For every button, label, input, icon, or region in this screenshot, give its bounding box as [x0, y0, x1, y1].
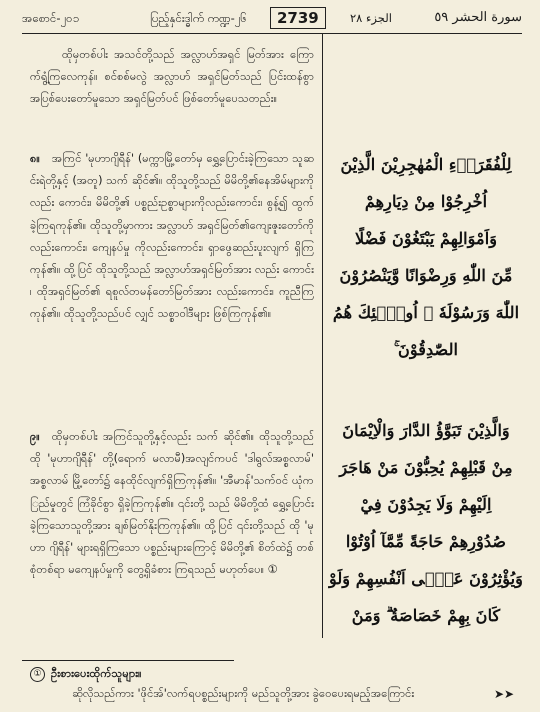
intro-line: အရှင်မြတ်ပင် ဖြစ်တော်မူပေသတည်း။ — [123, 92, 278, 106]
page-header — [22, 6, 522, 32]
verse-number: ၈။ — [30, 152, 40, 165]
arabic-line: اِلَيْهِمْ وَلَا يَجِدُوْنَ فِيْ — [360, 495, 492, 514]
arabic-line: مِّنَ اللّٰهِ وَرِضْوَانًا وَّيَنْصُرُوْنَ — [339, 266, 513, 285]
section-label: ပြည့်နှင်းဒ္ဓါက် ကဏ္ဍ-၂၆ — [150, 11, 247, 25]
intro-line: ထိုမှတစ်ပါး အသင်တို့သည် အလ္လာဟ်အရှင် — [62, 48, 241, 61]
arabic-line: وَيُؤْثِرُوْنَ عَلٰۤى اَنْفُسِهِمْ وَلَوْ — [328, 569, 523, 588]
footnote-text: ဆိုလိုသည်ကား 'ဖိုင်အ်'လက်ရပစ္စည်းများကို မည်သူတို့အား ခွဲဝေပေးရမည့်အကြောင်း — [72, 687, 415, 700]
juz-label: الجزء ٢٨ — [350, 11, 392, 25]
verse-line: မြို့တော်၌ နေထိုင်လျက်ရှိကြကုန်၏။ 'အီမာန်'သက်ဝင် — [72, 474, 289, 488]
verse-line: ချစ်မြတ်နိုးကြကုန်၏။ ထို့ပြင် ၎င်းတို့သည် ထို 'မုဟာ — [30, 518, 314, 555]
intro-line: အရှင်မြတ်သည် ပြင်းထန်စွာ အပြစ်ပေးတော်မူသော — [30, 70, 314, 106]
arabic-line: اُخْرِجُوْا مِنْ دِيَارِهِمْ — [364, 192, 488, 211]
verse-line: အရှင်မြတ်၏ကျေးဇူးတော်ကိုလည်းကောင်း၊ ကျေနပ်မှု — [30, 218, 314, 254]
intro-paragraph — [30, 44, 314, 111]
verse-line: လည်းကောင်း၊ ကူညီကြကုန်၏။ ထိုသူတို့သည်ပင် — [30, 285, 315, 321]
header-divider — [22, 33, 522, 34]
footnote-heading — [30, 664, 142, 684]
arabic-line: وَاَمْوَالِهِمْ يَبْتَغُوْنَ فَضْلًا — [354, 229, 498, 248]
verse-line: ထို့ပြင် ထိုသူတို့သည် အလ္လာဟ်အရှင်မြတ်အား လည်း — [64, 263, 280, 277]
verse-line: လျှင် သစ္စာဝါဒီများ ဖြစ်ကြကုန်၏။ — [134, 307, 272, 321]
verse-line: စွန့်၍ ထွက်ခဲ့ကြရကုန်၏။ ထိုသူတို့မှာကား အလ္လာဟ် — [30, 196, 315, 232]
verse-9-translation — [30, 426, 314, 581]
verse-line: ဂျိရီန်' များရရှိကြသော ပစ္စည်းများကြောင့် မိမိတို့၏ — [49, 541, 255, 555]
arabic-line: اللّٰهَ وَرَسُوْلَهٗ ۗ اُولٰۤئِكَ هُمُ — [332, 303, 520, 322]
verse-line: ဆိုင်၏။ ထိုသူတို့သည် မိမိတို့၏နေအိမ်များကိုလည်း — [30, 174, 314, 210]
verse-8-translation — [30, 148, 314, 326]
verse-line: ထိုမှတစ်ပါး အကြင်သူတို့နှင့်လည်း သက် — [51, 430, 219, 443]
verse-line: ကိုလည်းကောင်း၊ ရှာဖွေဆည်းပူးလျက် ရှိကြကုန်၏။ — [30, 240, 314, 277]
footnote-title: ဦးစားပေးထိုက်သူများ။ — [51, 667, 142, 680]
footnote-divider — [22, 660, 234, 661]
page-number: 2739 — [270, 7, 326, 29]
volume-label: အစောင်-၂၀၁ — [22, 11, 80, 25]
verse-line: ကောင်း၊ မိမိတို့၏ ပစ္စည်းဥစ္စာများကိုလည်းကောင်း၊ — [58, 196, 263, 210]
verse-line: ကောင်း၊ ထိုအရှင်မြတ်၏ ရစူလ်တမန်တော်မြတ်အား — [30, 263, 315, 299]
arabic-line: مِنْ قَبْلِهِمْ يُحِبُّوْنَ مَنْ هَاجَرَ — [339, 458, 513, 477]
footnote-marker: ① — [30, 667, 45, 682]
verse-line: အကြင် 'မုဟာဂျိရီန်' (မက္ကာမြို့တော်မှ — [51, 152, 203, 165]
column-divider — [322, 34, 323, 638]
verse-8-arabic — [326, 146, 526, 368]
arabic-line: الصّٰدِقُوْنَ ۚ — [394, 340, 458, 359]
verse-line: မလာမီ)အလျင်ကပင် 'ဒါရွလ်အစ္စလာမ်' အစ္စလာမ် — [30, 452, 315, 488]
verse-number: ၉။ — [30, 430, 40, 443]
arabic-line: وَالَّذِيْنَ تَبَوَّؤُ الدَّارَ وَالْاِيْمَانَ — [342, 421, 510, 440]
verse-line: သည် မိမိတို့ထံ ရွှေ့ပြောင်းခဲ့ကြသောသူတို့အား — [30, 496, 315, 532]
surah-label: سورة الحشر ٥٩ — [434, 10, 522, 25]
arabic-line: لِلْفُقَرَاۤءِ الْمُهٰجِرِيْنَ الَّذِيْنَ — [340, 155, 512, 174]
verse-line: ရွှေ့ပြောင်းခဲ့ကြသော သူဆင်းရဲတို့နှင့် (အတူ) သက် — [30, 152, 314, 188]
verse-line: စိတ်ထဲ၌ တစ်စုံတစ်ရာ မကျေနပ်မှုကို တွေ့ရှိခံစား — [30, 541, 314, 577]
verse-9-arabic — [326, 412, 526, 634]
intro-line: မြတ်အား ကြောက်ရွံ့ကြလေကုန်။ စင်စစ်မလွဲ အလ္လာဟ် — [30, 48, 315, 84]
arabic-line: صُدُوْرِهِمْ حَاجَةً مِّمَّآ اُوْتُوْا — [345, 532, 507, 551]
verse-line: ယုံကြည်မှုတွင် ကြံခိုင်စွာ ရှိခဲ့ကြကုန်၏။ ၎င်းတို့ — [30, 474, 314, 510]
verse-line: ဆိုင်၏။ ထိုသူတို့သည် ထို 'မုဟာဂျိရီန်' တို့(ရောက် — [30, 430, 314, 466]
verse-line: ကြရသည် မဟုတ်ပေ။ ① — [174, 563, 278, 577]
arabic-line: كَانَ بِهِمْ خَصَاصَةٌ ۗ وَمَنْ — [351, 606, 501, 625]
continue-arrow-icon: ➤➤ — [494, 687, 515, 701]
